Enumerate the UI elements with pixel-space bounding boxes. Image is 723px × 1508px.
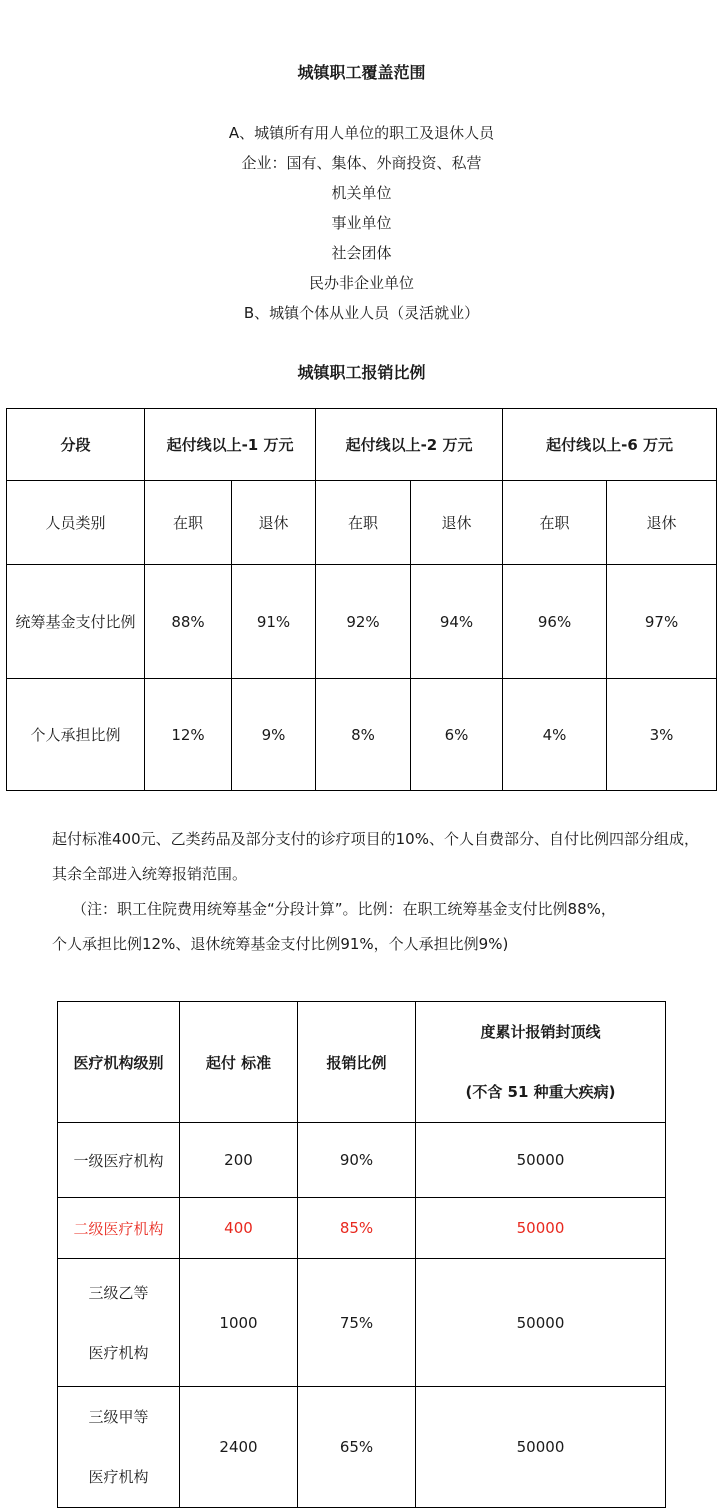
table-cell: 4% [503, 679, 607, 791]
coverage-line: 机关单位 [331, 184, 392, 202]
table-cell: 8% [316, 679, 411, 791]
row-label: 统筹基金支付比例 [7, 565, 145, 679]
retired-label: 退休 [607, 481, 717, 565]
notes [52, 822, 702, 962]
table-cell: 97% [607, 565, 717, 679]
level-line: 医疗机构 [88, 1343, 149, 1362]
deductible-header: 起付 标准 [180, 1002, 298, 1123]
level-cell [58, 1259, 180, 1387]
coverage-line: 社会团体 [331, 244, 392, 262]
table-cell: 3% [607, 679, 717, 791]
cap-header-line: (不含 51 种重大疾病) [465, 1083, 616, 1101]
employed-label: 在职 [316, 481, 411, 565]
deductible-cell: 2400 [180, 1387, 298, 1508]
table-row-highlighted [58, 1198, 666, 1259]
table-cell: 9% [232, 679, 316, 791]
table-cell: 6% [411, 679, 503, 791]
level-cell [58, 1387, 180, 1508]
cap-cell: 50000 [416, 1259, 666, 1387]
table-row [58, 1259, 666, 1387]
coverage-line: B、城镇个体从业人员（灵活就业） [243, 304, 480, 322]
table-cell: 96% [503, 565, 607, 679]
cap-cell: 50000 [416, 1387, 666, 1508]
segment-header: 分段 [7, 409, 145, 481]
retired-label: 退休 [411, 481, 503, 565]
coverage-list [0, 118, 723, 328]
table-row [7, 565, 717, 679]
level-cell: 二级医疗机构 [58, 1198, 180, 1259]
ratio-title: 城镇职工报销比例 [297, 363, 426, 382]
level-line: 三级甲等 [88, 1408, 149, 1426]
level-line: 医疗机构 [88, 1468, 149, 1486]
table-row [7, 679, 717, 791]
table-cell: 94% [411, 565, 503, 679]
segment-3-header: 起付线以上-6 万元 [503, 409, 717, 481]
segment-2-header: 起付线以上-2 万元 [316, 409, 503, 481]
segment-1-header: 起付线以上-1 万元 [145, 409, 316, 481]
rate-cell: 90% [298, 1123, 416, 1198]
coverage-line: 企业：国有、集体、外商投资、私营 [241, 154, 482, 172]
level-line: 三级乙等 [88, 1283, 149, 1302]
ratio-table [6, 408, 717, 791]
deductible-cell: 400 [180, 1198, 298, 1259]
deductible-cell: 200 [180, 1123, 298, 1198]
rate-cell: 75% [298, 1259, 416, 1387]
coverage-line: 民办非企业单位 [308, 274, 414, 292]
table-cell: 88% [145, 565, 232, 679]
note-paragraph: 个人承担比例12%、退休统筹基金支付比例91%，个人承担比例9%) [52, 935, 509, 953]
level-cell: 一级医疗机构 [58, 1123, 180, 1198]
retired-label: 退休 [232, 481, 316, 565]
table-cell: 91% [232, 565, 316, 679]
table-row [58, 1123, 666, 1198]
rate-cell: 65% [298, 1387, 416, 1508]
table-cell: 12% [145, 679, 232, 791]
category-label: 人员类别 [7, 481, 145, 565]
employed-label: 在职 [503, 481, 607, 565]
cap-cell: 50000 [416, 1198, 666, 1259]
note-paragraph: （注：职工住院费用统筹基金“分段计算”。比例：在职工统筹基金支付比例88%， [72, 900, 616, 918]
coverage-line: 事业单位 [331, 214, 392, 232]
cap-cell: 50000 [416, 1123, 666, 1198]
employed-label: 在职 [145, 481, 232, 565]
note-paragraph: 起付标准400元、乙类药品及部分支付的诊疗项目的10%、个人自费部分、自付比例四部分组成，其余全部进入统筹报销范围。 [52, 830, 699, 883]
cap-header-line: 度累计报销封顶线 [480, 1023, 601, 1041]
rate-header: 报销比例 [298, 1002, 416, 1123]
table-row [58, 1387, 666, 1508]
level-header: 医疗机构级别 [58, 1002, 180, 1123]
coverage-title: 城镇职工覆盖范围 [297, 63, 426, 82]
coverage-line: A、城镇所有用人单位的职工及退休人员 [228, 124, 495, 142]
row-label: 个人承担比例 [7, 679, 145, 791]
table-cell: 92% [316, 565, 411, 679]
deductible-cell: 1000 [180, 1259, 298, 1387]
institution-table [57, 1001, 666, 1508]
cap-header [416, 1002, 666, 1123]
rate-cell: 85% [298, 1198, 416, 1259]
